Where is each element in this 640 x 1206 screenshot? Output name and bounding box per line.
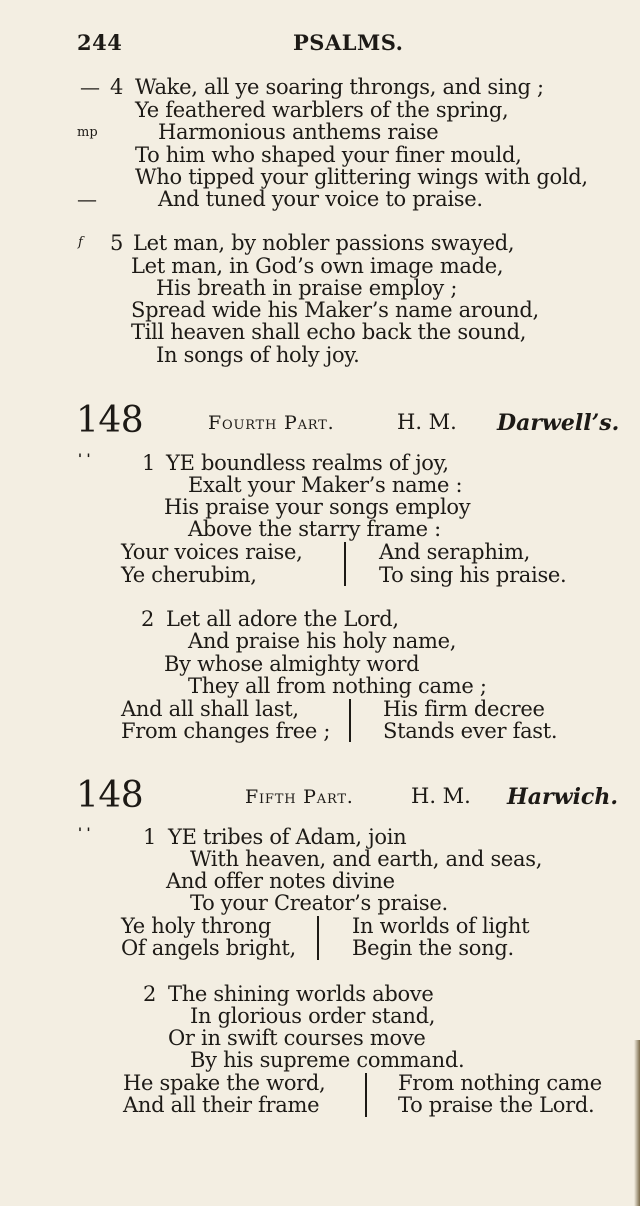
dynamic-mark: ' ' [78,826,91,841]
verse-line: Harmonious anthems raise [158,120,439,144]
verse-line: Above the starry frame : [188,517,441,541]
hymn-number: 148 [76,775,144,816]
chorus-right: His firm decree [383,697,545,721]
tune-name: Harwich. [507,784,618,810]
verse-line: Till heaven shall echo back the sound, [131,320,527,344]
dynamic-dash: — [77,187,97,211]
dynamic-mark: ' ' [78,452,91,467]
chorus-right: In worlds of light [352,914,530,938]
chorus-left: From changes free ; [121,719,331,743]
chorus-left: Your voices raise, [121,540,303,564]
column-divider [317,916,319,960]
verse-line: To your Creator’s praise. [190,891,448,915]
verse-line: Wake, all ye soaring throngs, and sing ; [135,75,544,99]
verse-line: His breath in praise employ ; [156,276,458,300]
column-divider [365,1073,367,1117]
column-divider [344,542,346,586]
verse-line: And praise his holy name, [188,629,457,653]
verse-line: To him who shaped your finer mould, [135,143,522,167]
page-number: 244 [77,30,123,55]
dynamic-mark-mp: mp [77,125,98,140]
verse-line: YE boundless realms of joy, [166,451,449,475]
running-title: PSALMS. [293,30,404,55]
chorus-right: From nothing came [398,1071,602,1095]
hymn-part: Fifth Part. [245,786,354,808]
hymn-meter: H. M. [411,784,471,808]
verse-number: 2 [141,607,155,631]
chorus-right: To sing his praise. [379,563,567,587]
chorus-left: And all their frame [123,1093,320,1117]
chorus-left: He spake the word, [123,1071,326,1095]
verse-line: Exalt your Maker’s name : [188,473,463,497]
hymn-part: Fourth Part. [208,412,335,434]
verse-line: By whose almighty word [164,652,420,676]
chorus-right: Begin the song. [352,936,514,960]
chorus-left: Ye holy throng [121,914,271,938]
verse-number: 4 [110,75,124,99]
verse-line: Let all adore the Lord, [166,607,399,631]
hymn-number: 148 [76,400,144,441]
verse-line: By his supreme command. [190,1048,465,1072]
verse-number: 5 [110,231,124,255]
verse-line: YE tribes of Adam, join [168,825,407,849]
verse-line: And offer notes divine [166,869,395,893]
verse-line: Who tipped your glittering wings with gold, [135,165,588,189]
verse-line: With heaven, and earth, and seas, [190,847,543,871]
column-divider [349,699,351,742]
verse-line: In songs of holy joy. [156,343,360,367]
verse-line: Spread wide his Maker’s name around, [131,298,539,322]
page-edge-shadow [634,1040,640,1206]
dynamic-mark-f: f [78,235,83,250]
verse-line: His praise your songs employ [164,495,471,519]
hymn-meter: H. M. [397,410,457,434]
verse-line: In glorious order stand, [190,1004,436,1028]
verse-number: 2 [143,982,157,1006]
verse-line: And tuned your voice to praise. [158,187,483,211]
verse-number: 1 [142,451,156,475]
chorus-right: To praise the Lord. [398,1093,595,1117]
verse-line: Let man, in God’s own image made, [131,254,504,278]
dynamic-dash: — [80,75,100,99]
verse-number: 1 [143,825,157,849]
chorus-right: Stands ever fast. [383,719,558,743]
verse-line: Or in swift courses move [168,1026,426,1050]
chorus-left: Ye cherubim, [121,563,257,587]
verse-line: They all from nothing came ; [188,674,487,698]
verse-line: Ye feathered warblers of the spring, [135,98,509,122]
chorus-right: And seraphim, [379,540,530,564]
tune-name: Darwell’s. [497,410,620,436]
chorus-left: And all shall last, [121,697,299,721]
verse-line: Let man, by nobler passions swayed, [133,231,515,255]
chorus-left: Of angels bright, [121,936,296,960]
verse-line: The shining worlds above [168,982,434,1006]
